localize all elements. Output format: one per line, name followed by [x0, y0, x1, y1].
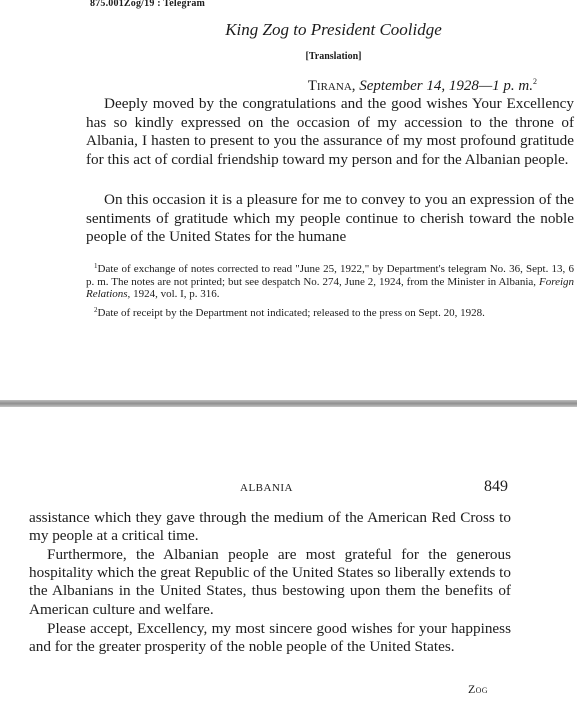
- dateline-footnote-mark: 2: [533, 77, 537, 86]
- dateline-place: Tirana,: [307, 78, 356, 94]
- footnote-2-text: Date of receipt by the Department not indicated; released to the press on Sept. 20, 1928.: [97, 306, 485, 319]
- body-paragraph-5: Please accept, Excellency, my most sincere good wishes for your happiness and for the greater prosperity of the noble people of the United States.: [29, 620, 511, 656]
- footnote-1-publication: Foreign Relations,: [86, 275, 575, 300]
- body-paragraph-3: assistance which they gave through the medium of the American Red Cross to my people at a critical time.: [29, 509, 511, 545]
- body-paragraph-1: Deeply moved by the congratulations and the good wishes Your Excellency has so kindly expressed on the occasion of my accession to the throne of Albania, I hasten to present to you the assurance of my most profound gratitude for this act of cordial friendship toward my person and for the Albanian people.: [86, 95, 574, 168]
- translation-note: [Translation]: [305, 51, 362, 62]
- dateline-time: September 14, 1928—1 p. m.: [359, 78, 533, 94]
- dateline: [308, 77, 537, 95]
- body-paragraph-2: On this occasion it is a pleasure for me to convey to you an expression of the sentiments of gratitude which my people continue to cherish toward the noble people of the United States for the humane: [86, 191, 574, 246]
- signature: Zog: [468, 682, 488, 696]
- footnote-2: [86, 304, 574, 320]
- footnote-2-mark: 2: [94, 305, 98, 314]
- footnote-1: [86, 260, 574, 301]
- file-reference: 875.001Zog/19 : Telegram: [90, 0, 206, 9]
- lower-page: [0, 412, 577, 702]
- footnote-1-mark: 1: [94, 262, 98, 270]
- page-gap-shadow: [0, 400, 577, 407]
- footnote-1-tail: 1924, vol. I, p. 316.: [133, 288, 220, 300]
- running-head: ALBANIA: [240, 482, 293, 494]
- document-title: King Zog to President Coolidge: [225, 20, 442, 39]
- body-paragraph-4: Furthermore, the Albanian people are most grateful for the generous hospitality which the great Republic of the United States so liberally extends to the Albanians in the United States, thus bestowing upon them the benefits of American culture and welfare.: [29, 546, 511, 618]
- footnote-1-text: Date of exchange of notes corrected to read "June 25, 1922," by Department's telegram No. 36, Sept. 13, 6 p. m. The notes are not printed; but see despatch No. 274, June 2, 1924, from the Minister in Albania,: [86, 263, 574, 288]
- page-number: 849: [484, 478, 508, 495]
- footnotes: [86, 260, 574, 322]
- page-divider: [0, 397, 577, 411]
